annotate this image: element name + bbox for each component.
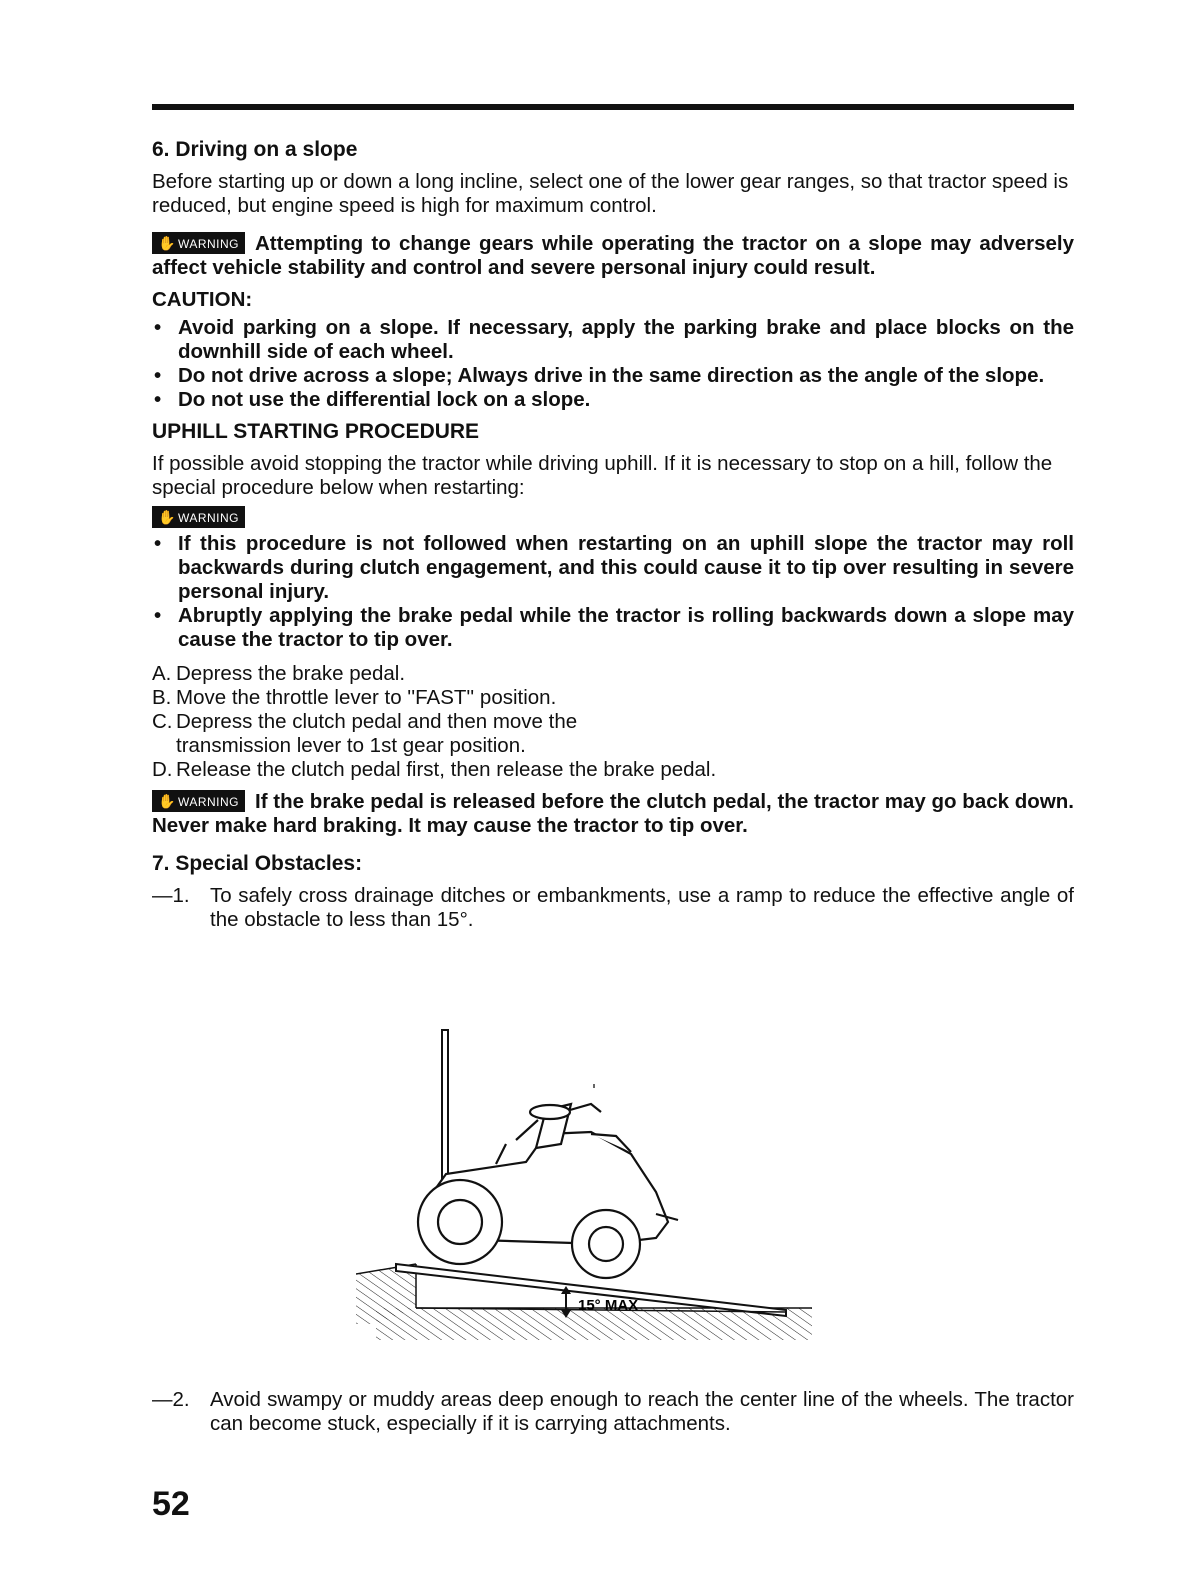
warning-badge: ✋ WARNING (152, 790, 245, 812)
list-item: • Abruptly applying the brake pedal while the tractor is rolling backwards down a slope may cause the tractor to tip over. (154, 604, 1074, 651)
uphill-intro: If possible avoid stopping the tractor while driving uphill. If it is necessary to stop on a hill, follow the special procedure below when restarting: (152, 452, 1053, 499)
section-6-heading: 6. Driving on a slope (152, 138, 358, 161)
hand-warning-icon: ✋ (158, 509, 176, 525)
list-item: • Do not use the differential lock on a slope. (154, 388, 591, 411)
bullet-icon: • (154, 364, 162, 387)
page-content-bottom (152, 1388, 1074, 1436)
warning-badge: ✋ WARNING (152, 506, 245, 528)
slope-warning (152, 232, 1074, 280)
bullet-icon: • (154, 604, 162, 627)
tractor (418, 1104, 678, 1278)
slope-warning-text: Attempting to change gears while operating the tractor on a slope may adversely affect vehicle stability and control and severe personal injury could result. (152, 232, 1074, 279)
step-item: D. Release the clutch pedal first, then release the brake pedal. (152, 758, 717, 781)
step-item: A. Depress the brake pedal. (152, 662, 406, 685)
angle-label: 15° MAX (578, 1297, 639, 1314)
bullet-icon: • (154, 388, 162, 411)
list-item: • Do not drive across a slope; Always drive in the same direction as the angle of the slope. (154, 364, 1045, 387)
obstacle-item-2: —2. Avoid swampy or muddy areas deep enough to reach the center line of the wheels. The tractor can become stuck, especially if it is carrying attachments. (152, 1388, 1074, 1435)
warning-badge: ✋ WARNING (152, 232, 245, 254)
restart-steps (152, 662, 1074, 782)
uphill-heading: UPHILL STARTING PROCEDURE (152, 420, 480, 443)
caution-label: CAUTION: (152, 288, 253, 311)
bullet-icon: • (154, 316, 162, 339)
caution-list (152, 316, 1074, 412)
bullet-icon: • (154, 532, 162, 555)
list-item: • If this procedure is not followed when restarting on an uphill slope the tractor may roll backwards during clutch engagement, and this could cause it to tip over resulting in severe personal injury. (154, 532, 1074, 603)
uphill-warning-list (152, 532, 1074, 652)
obstacle-item-1: —1. To safely cross drainage ditches or embankments, use a ramp to reduce the effective angle of the obstacle to less than 15°. (152, 884, 1074, 931)
step-item: B. Move the throttle lever to ''FAST'' position. (152, 686, 557, 709)
brake-warning (152, 790, 1074, 838)
page-number: 52 (152, 1485, 190, 1523)
section-7-heading: 7. Special Obstacles: (152, 852, 363, 875)
tractor-ramp-figure (356, 1024, 820, 1360)
brake-warning-text: If the brake pedal is released before the clutch pedal, the tractor may go back down. Never make hard braking. It may cause the tractor to tip over. (152, 790, 1074, 837)
hand-warning-icon: ✋ (158, 793, 176, 809)
top-rule (152, 104, 1074, 110)
section-6-intro: Before starting up or down a long incline, select one of the lower gear ranges, so that tractor speed is reduced, but engine speed is high for maximum control. (152, 170, 1069, 217)
rops-mast (442, 1030, 448, 1180)
step-item: C. Depress the clutch pedal and then move the transmission lever to 1st gear position. (152, 710, 578, 757)
list-item: • Avoid parking on a slope. If necessary, apply the parking brake and place blocks on the downhill side of each wheel. (154, 316, 1074, 363)
hand-warning-icon: ✋ (158, 235, 176, 251)
page-content (152, 138, 1074, 932)
tractor-on-ramp-illustration (356, 1024, 820, 1360)
